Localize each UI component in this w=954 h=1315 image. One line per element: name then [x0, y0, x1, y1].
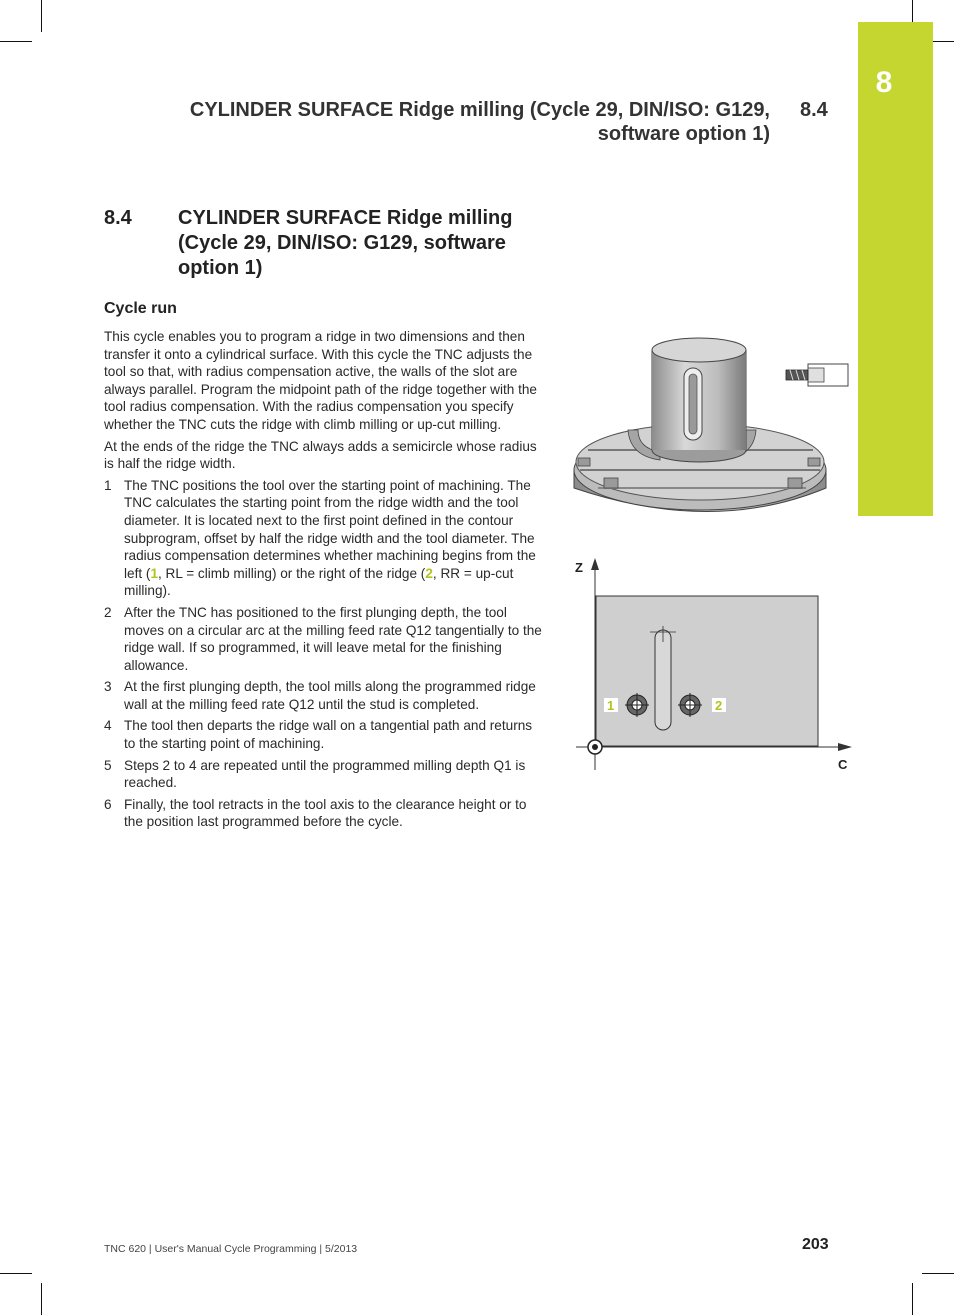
ref-marker-1: 1 [150, 565, 158, 581]
subheading-cycle-run: Cycle run [104, 300, 177, 317]
list-item [104, 604, 544, 674]
paragraph: This cycle enables you to program a ridge in two dimensions and then transfer it onto a cylindrical surface. With this cycle the TNC adjusts the tool so that, with radius compensation active, the walls of the slot are always parallel. Program the midpoint path of the ridge together with the tool radius compensation. With the radius compensation you specify whether the TNC cuts the ridge with climb milling or up-cut milling. [104, 329, 537, 432]
c-axis-arrow [838, 743, 852, 751]
z-axis-arrow [591, 558, 599, 570]
list-item [104, 477, 544, 600]
crop-mark [41, 1283, 42, 1315]
crop-mark [0, 41, 32, 42]
marker-1-label: 1 [607, 698, 615, 713]
step-text-part: , RR = up-cut milling). [124, 565, 514, 599]
list-item [104, 678, 544, 713]
chapter-number: 8 [875, 66, 893, 99]
step-number: 6 [104, 796, 112, 812]
step-text: After the TNC has positioned to the first plunging depth, the tool moves on a circular arc at the milling feed rate Q12 tangentially to the ridge wall. If so programmed, it will leave metal for the finishing allowance. [124, 604, 542, 673]
step-text: At the first plunging depth, the tool mills along the programmed ridge wall at the milling feed rate Q12 until the stud is completed. [124, 679, 536, 712]
cylinder-rotary-table-illustration [568, 330, 858, 530]
running-header-title: CYLINDER SURFACE Ridge milling (Cycle 29, DIN/ISO: G129, software option 1) [189, 99, 770, 145]
paragraph: At the ends of the ridge the TNC always adds a semicircle whose radius is half the ridge width. [104, 438, 537, 472]
z-axis-label: Z [575, 560, 583, 575]
list-item [104, 717, 544, 752]
ridge-zc-diagram [570, 550, 860, 780]
step-text-part: The TNC positions the tool over the starting point of machining. The TNC calculates the starting point from the ridge width and the tool diameter. It is located next to the first point defined in the contour subprogram, offset by half the ridge width and the tool diameter. The radius compensation determines whether machining begins from the left ( [124, 477, 536, 581]
step-text: The tool then departs the ridge wall on a tangential path and returns to the starting point of machining. [124, 718, 533, 752]
step-text: Finally, the tool retracts in the tool axis to the clearance height or to the position last programmed before the cycle. [124, 796, 527, 830]
crop-mark [912, 1283, 913, 1315]
c-axis-label: C [838, 757, 848, 772]
step-text: Steps 2 to 4 are repeated until the programmed milling depth Q1 is reached. [124, 757, 526, 791]
step-number: 2 [104, 604, 112, 620]
body-text [104, 328, 544, 835]
step-number: 3 [104, 679, 112, 695]
page-number: 203 [802, 1236, 829, 1253]
running-header-section: 8.4 [800, 99, 828, 121]
section-number: 8.4 [104, 207, 132, 229]
marker-2-label: 2 [715, 698, 723, 713]
chapter-tab [858, 22, 933, 516]
crop-mark [41, 0, 42, 32]
step-text [124, 477, 544, 600]
crop-mark [0, 1273, 32, 1274]
list-item [104, 757, 544, 792]
ref-marker-2: 2 [425, 565, 433, 581]
list-item [104, 796, 544, 831]
step-number: 1 [104, 477, 112, 493]
footer-text: TNC 620 | User's Manual Cycle Programming | 5/2013 [104, 1243, 358, 1255]
section-title: CYLINDER SURFACE Ridge milling (Cycle 29, DIN/ISO: G129, software option 1) [178, 207, 513, 279]
step-number: 4 [104, 718, 112, 734]
step-number: 5 [104, 757, 112, 773]
step-text-part: , RL = climb milling) or the right of the ridge ( [158, 565, 426, 581]
crop-mark [922, 1273, 954, 1274]
